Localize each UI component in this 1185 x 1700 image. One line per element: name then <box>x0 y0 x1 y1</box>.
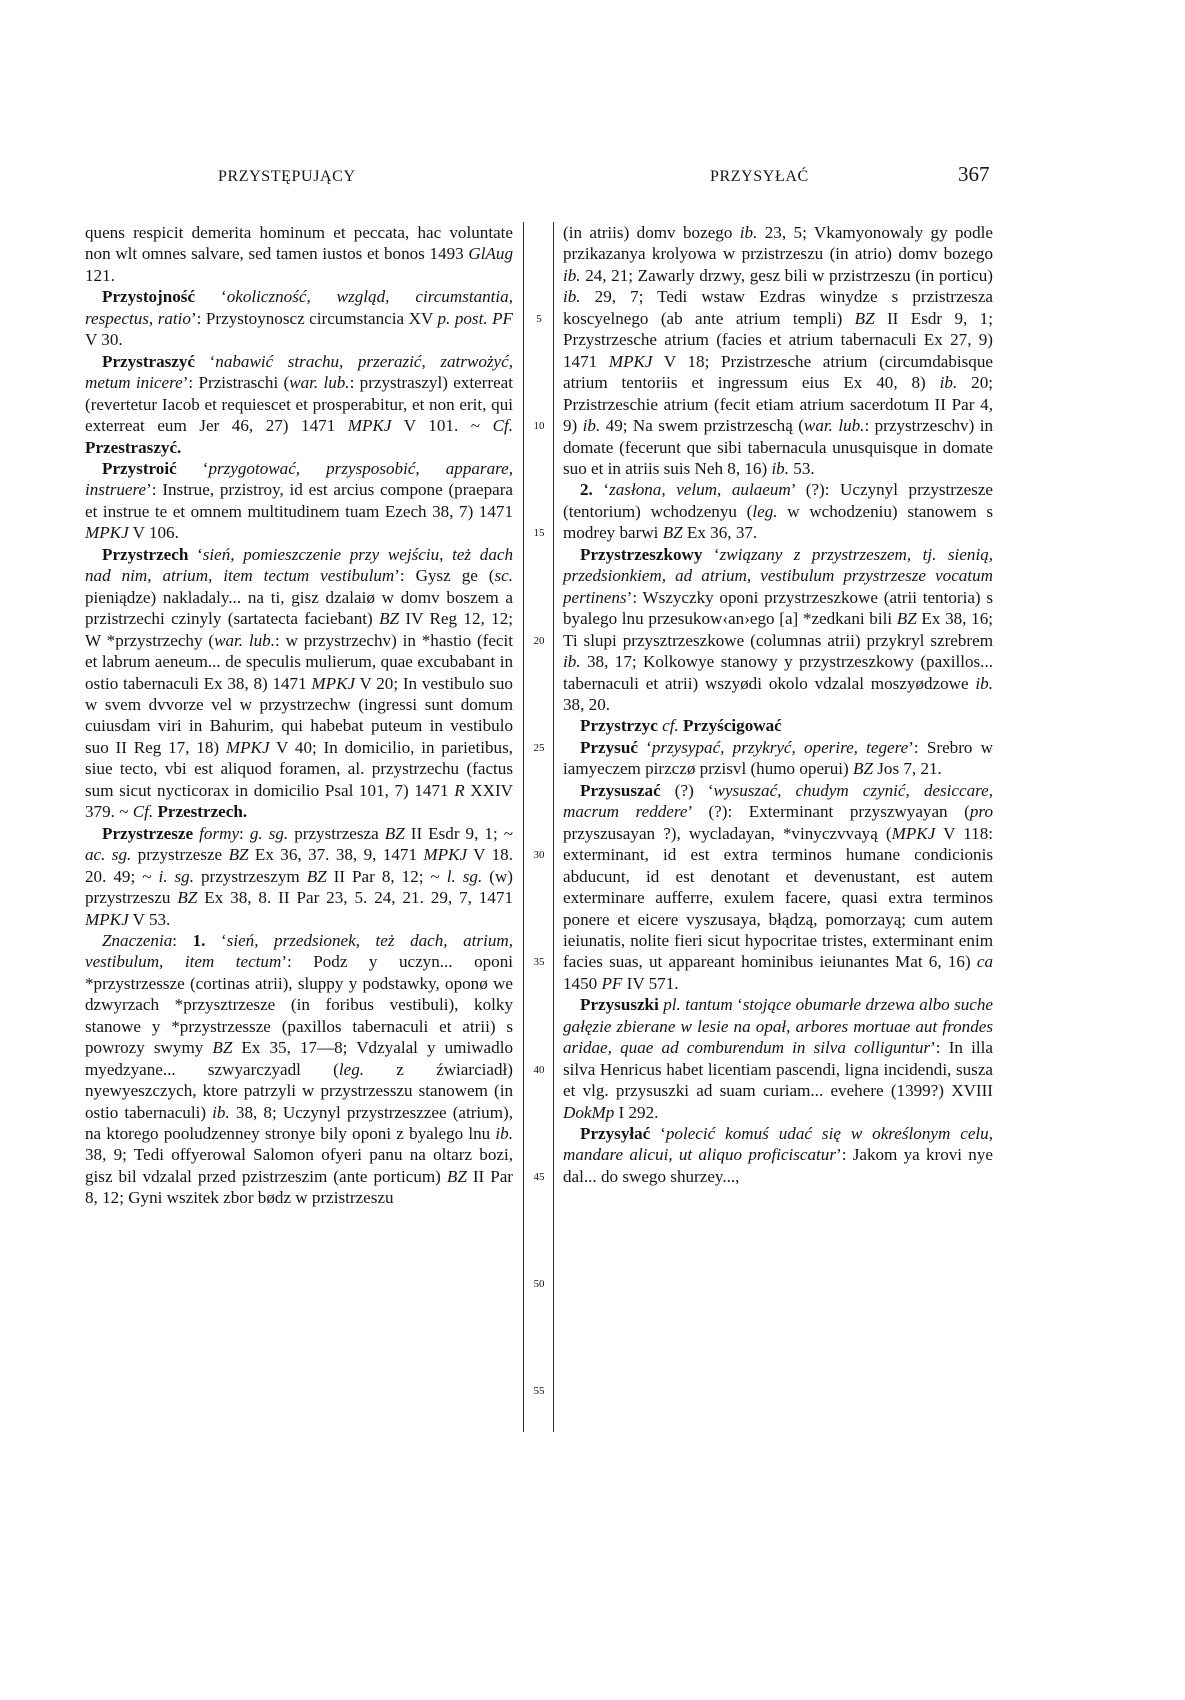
line-number: 50 <box>533 1278 545 1291</box>
dictionary-entry: Przysuć ‘przysypać, przykryć, operire, tegere’: Srebro w iamyeczem pirzczø przisvl (humo operui) BZ Jos 7, 21. <box>563 737 993 779</box>
dictionary-entry: Przystojność ‘okoliczność, wzgląd, circumstantia, respectus, ratio’: Przystoynoscz circumstancia XV p. post. PF V 30. <box>85 287 514 350</box>
dictionary-entry: quens respicit demerita hominum et peccata, hac voluntate non wlt omnes salvare, sed tamen iustos et bonos 1493 GlAug 121. <box>85 223 513 285</box>
line-number: 25 <box>533 741 545 754</box>
dictionary-entry: Przystraszyć ‘nabawić strachu, przerazić, zatrwożyć, metum inicere’: Przistraschi (war. lub.: przystraszyl) exterreat (revertetur Iacob et requiescet et prosperabitur, et non erit, qui exterreat eum Jer 46, 27) 1471 MPKJ V 101. ~ Cf. Przestraszyć. <box>85 351 514 457</box>
dictionary-entry: Przystrzech ‘sień, pomieszczenie przy wejściu, też dach nad nim, atrium, item tectum vestibulum’: Gysz ge (sc. pieniądze) nakladaly... na ti, gisz dzalaiø w domv boszem a przistrzechi czinyly (sartatecta faciebant) BZ IV Reg 12, 12; W *przystrzechy (war. lub.: w przystrzechv) in *hastio (fecit et labrum aeneum... de speculis mulierum, quae excubabant in ostio tabernaculi Ex 38, 8) 1471 MPKJ V 20; In vestibulo suo w svem dvvorze vel w przystrzechw (ingressi sunt domum cuiusdam viri in Bahurim, qui habebat puteum in vestibulo suo II Reg 17, 18) MPKJ V 40; In domicilio, in parietibus, siue tecto, vbi est aliquod foramen, al. przystrzechu (factus sum sicut nycticorax in domicilio Psal 101, 7) 1471 R XXIV 379. ~ Cf. Przestrzech. <box>85 544 514 822</box>
line-number: 5 <box>536 312 542 325</box>
line-number: 55 <box>533 1385 545 1398</box>
running-head-left: PRZYSTĘPUJĄCY <box>218 168 356 185</box>
line-number: 15 <box>533 527 545 540</box>
dictionary-entry: Znaczenia: 1. ‘sień, przedsionek, też dach, atrium, vestibulum, item tectum’: Podz y uczyn... oponi *przystrzessze (cortinas atrii), sluppy y podstawky, oponø we dzwyrzach *przysztrzesze (in foribus vestibuli), kolky stanowe y *przystrzessze (paxillos tabernaculi et atrii) s powrozy swymy BZ Ex 35, 17—8; Vdzyalal y umiwadlo myedzyane... szwyarczyadl (leg. z źwiarciadł) nyewyeszczych, ktore patrzyli w przystrzesszu stanowem (in ostio tabernaculi) ib. 38, 8; Uczynyl przystrzeszzee (atrium), na ktorego pooludzenney stronye bily oponi z byalego lnu ib. 38, 9; Tedi offyerowal Salomon ofyeri panu na oltarz bozi, gisz bil vdzalal przed pzistrzeszim (ante porticum) BZ II Par 8, 12; Gyni wszitek zbor bødz w przistrzeszu <box>85 930 514 1208</box>
line-number: 30 <box>533 849 545 862</box>
dictionary-entry: Przysuszki pl. tantum ‘stojące obumarłe drzewa albo suche gałęzie zbierane w lesie na opał, arbores mortuae aut frondes aridae, quae ad comburendum in silva colliguntur’: In illa silva Henricus habet licentiam pascendi, ligna incidendi, susza et vlg. przysuszki ad suam curiam... evehere (1399?) XVIII DokMp I 292. <box>563 995 994 1122</box>
right-column <box>563 222 993 1187</box>
dictionary-entry: Przystrzyc cf. Przyścigować <box>580 716 782 736</box>
line-number: 40 <box>533 1063 545 1076</box>
left-column <box>85 222 513 1209</box>
line-number: 10 <box>533 420 545 433</box>
dictionary-entry: (in atriis) domv bozego ib. 23, 5; Vkamyonowaly gy podle przikazanya krolyowa w przistrzeszu (in atrio) domv bozego ib. 24, 21; Zawarly drzwy, gesz bili w przistrzeszu (in porticu) ib. 29, 7; Tedi wstaw Ezdras winydze s przistrzesza koscyelnego (ab ante atrium templi) BZ II Esdr 9, 1; Przystrzesche atrium (facies et atrium tabernaculi Ex 27, 9) 1471 MPKJ V 18; Przistrzesche atrium (circumdabisque atrium tentoriis et ingressum eius Ex 40, 8) ib. 20; Przistrzeschie atrium (fecit etiam atrium sacerdotum II Par 4, 9) ib. 49; Na swem przistrzeschą (war. lub.: przystrzeschv) in domate (fecerunt que sibi tabernacula unusquisque in domate suo et in atriis suis Neh 8, 16) ib. 53. <box>563 223 994 478</box>
dictionary-entry: Przystrzeszkowy ‘związany z przystrzeszem, tj. sienią, przedsionkiem, ad atrium, vestibulum przystrzesze vocatum pertinens’: Wszyczky oponi przystrzeszkowe (atrii tentoria) s byalego lnu przesukow‹an›ego [a] *zedkani bili BZ Ex 38, 16; Ti slupi przysztrzeszkowe (columnas atrii) przykryl szrebrem ib. 38, 17; Kolkowye stanowy y przystrzeszkowy (paxillos... tabernaculi et atrii) wszyødi okolo vdzalal moszyødzowe ib. 38, 20. <box>563 544 994 714</box>
dictionary-entry: Przystrzesze formy: g. sg. przystrzesza BZ II Esdr 9, 1; ~ ac. sg. przystrzesze BZ Ex 36, 37. 38, 9, 1471 MPKJ V 18. 20. 49; ~ i. sg. przystrzeszym BZ II Par 8, 12; ~ l. sg. (w) przystrzeszu BZ Ex 38, 8. II Par 23, 5. 24, 21. 29, 7, 1471 MPKJ V 53. <box>85 823 513 929</box>
page-number: 367 <box>958 162 990 186</box>
running-head-right: PRZYSYŁAĆ <box>710 168 809 185</box>
dictionary-entry: Przysyłać ‘polecić komuś udać się w określonym celu, mandare alicui, ut aliquo proficiscatur’: Jakom ya krovi nye dal... do swego shurzey..., <box>563 1124 993 1186</box>
column-rule-left <box>523 222 524 1432</box>
dictionary-entry: Przystroić ‘przygotować, przysposobić, apparare, instruere’: Instrue, przistroy, id est arcius compone (praepara et instrue te et omnem multitudinem tuam Ezech 38, 7) 1471 MPKJ V 106. <box>85 458 513 543</box>
line-number: 45 <box>533 1170 545 1183</box>
dictionary-entry: Przysuszać (?) ‘wysuszać, chudym czynić, desiccare, macrum reddere’ (?): Exterminant przyszwyayan (pro przyszusayan ?), wycladayan, *vinyczvvayą (MPKJ V 118: exterminant, id est extra terminos humane condicionis abducunt, id est denotant et devenustant, est autem exterminare aufferre, exulem facere, quasi extra terminos ponere et eicere vyszusaya, błądzą, pomorzayą; cum autem ieiunatis, nolite fieri sicut hypocritae tristes, exterminant enim facies suas, ut appareant hominibus ieiunantes Mat 6, 16) ca 1450 PF IV 571. <box>563 780 994 993</box>
line-number: 35 <box>533 956 545 969</box>
line-number: 20 <box>533 634 545 647</box>
column-rule-right <box>553 222 554 1432</box>
dictionary-entry: 2. ‘zasłona, velum, aulaeum’ (?): Uczynyl przystrzesze (tentorium) wchodzenyu (leg. w wchodzeniu) stanowem s modrey barwi BZ Ex 36, 37. <box>563 480 994 543</box>
